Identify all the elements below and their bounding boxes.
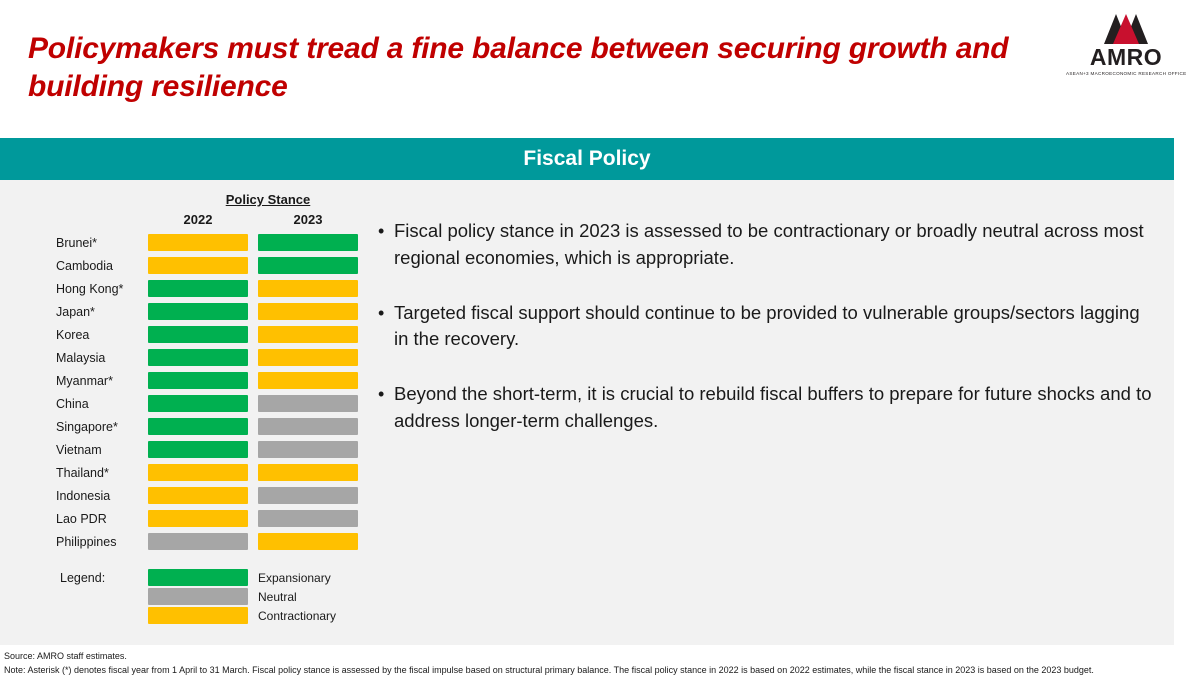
economy-label: Japan* — [56, 304, 95, 319]
table-row — [40, 462, 360, 483]
economy-label: Thailand* — [56, 465, 109, 480]
table-row — [40, 324, 360, 345]
bullet-item — [378, 381, 1158, 435]
stance-cell-2022 — [148, 487, 248, 504]
stance-cell-2023 — [258, 326, 358, 343]
economy-label: Hong Kong* — [56, 281, 124, 296]
stance-cell-2023 — [258, 510, 358, 527]
economy-label: China — [56, 396, 89, 411]
content-panel — [0, 180, 1174, 645]
legend-item — [148, 587, 336, 606]
legend-swatch-expansionary — [148, 569, 248, 586]
economy-label: Vietnam — [56, 442, 102, 457]
stance-cell-2023 — [258, 280, 358, 297]
stance-cell-2022 — [148, 280, 248, 297]
stance-cell-2023 — [258, 418, 358, 435]
page-title: Policymakers must tread a fine balance between securing growth and building resilience — [28, 32, 1009, 104]
economy-label: Lao PDR — [56, 511, 107, 526]
table-row — [40, 255, 360, 276]
stance-cell-2023 — [258, 234, 358, 251]
stance-cell-2022 — [148, 510, 248, 527]
stance-cell-2022 — [148, 303, 248, 320]
amro-logo — [1066, 14, 1186, 76]
stance-cell-2023 — [258, 372, 358, 389]
legend-label: Contractionary — [258, 608, 337, 623]
stance-cell-2022 — [148, 533, 248, 550]
stance-cell-2023 — [258, 464, 358, 481]
stance-cell-2022 — [148, 234, 248, 251]
year-header-2022: 2022 — [183, 212, 213, 227]
legend-label: Expansionary — [258, 570, 331, 585]
year-header-2023: 2023 — [293, 212, 323, 227]
legend-items — [148, 568, 336, 625]
footnote-source: Source: AMRO staff estimates. — [4, 651, 127, 661]
economy-label: Malaysia — [56, 350, 106, 365]
amro-logo-mark-icon — [1104, 14, 1148, 44]
stance-cell-2022 — [148, 441, 248, 458]
legend-swatch-neutral — [148, 588, 248, 605]
economy-label: Philippines — [56, 534, 117, 549]
stance-cell-2023 — [258, 257, 358, 274]
logo-tagline: ASEAN+3 MACROECONOMIC RESEARCH OFFICE — [1066, 71, 1187, 76]
section-band — [0, 138, 1174, 180]
table-header-title: Policy Stance — [225, 192, 311, 207]
economy-label: Singapore* — [56, 419, 118, 434]
stance-cell-2023 — [258, 441, 358, 458]
legend-label: Neutral — [258, 589, 297, 604]
bullet-item — [378, 300, 1158, 354]
footnotes — [4, 650, 1194, 676]
table-year-headers — [148, 212, 360, 227]
legend-swatch-contractionary — [148, 607, 248, 624]
legend-item — [148, 606, 336, 625]
footnote-note: Note: Asterisk (*) denotes fiscal year from 1 April to 31 March. Fiscal policy stance is assessed by the fiscal impulse based on structural primary balance. The fiscal policy stance in 2022 is based on 2022 estimates, while the fiscal stance in 2023 is based on the 2023 budget. — [4, 665, 1094, 676]
bullet-text: Fiscal policy stance in 2023 is assessed to be contractionary or broadly neutral across most regional economies, which is appropriate. — [394, 220, 1144, 268]
bullet-item — [378, 218, 1158, 272]
economy-label: Myanmar* — [56, 373, 113, 388]
table-body — [40, 232, 360, 554]
economy-label: Korea — [56, 327, 90, 342]
table-row — [40, 393, 360, 414]
bullet-text: Targeted fiscal support should continue to be provided to vulnerable groups/sectors lagging in the recovery. — [394, 301, 1140, 350]
table-row — [40, 416, 360, 437]
logo-triangle-center — [1113, 14, 1139, 44]
table-row — [40, 531, 360, 552]
stance-cell-2022 — [148, 349, 248, 366]
table-row — [40, 232, 360, 253]
table-row — [40, 370, 360, 391]
logo-wordmark: AMRO — [1089, 44, 1163, 70]
legend-title: Legend: — [60, 571, 106, 585]
stance-cell-2023 — [258, 303, 358, 320]
section-title: Fiscal Policy — [523, 147, 651, 170]
economy-label: Cambodia — [56, 258, 113, 273]
table-row — [40, 508, 360, 529]
table-row — [40, 301, 360, 322]
bullet-dot-icon: • — [378, 221, 385, 241]
stance-cell-2023 — [258, 395, 358, 412]
bullet-list — [378, 218, 1158, 463]
bullet-dot-icon: • — [378, 302, 385, 323]
table-row — [40, 439, 360, 460]
stance-cell-2023 — [258, 349, 358, 366]
stance-cell-2023 — [258, 533, 358, 550]
bullet-text: Beyond the short-term, it is crucial to rebuild fiscal buffers to prepare for future shocks and to address longer-term challenges. — [394, 383, 1152, 432]
stance-cell-2022 — [148, 326, 248, 343]
stance-cell-2023 — [258, 487, 358, 504]
stance-cell-2022 — [148, 395, 248, 412]
stance-cell-2022 — [148, 372, 248, 389]
legend-item — [148, 568, 336, 587]
table-row — [40, 278, 360, 299]
stance-cell-2022 — [148, 464, 248, 481]
stance-cell-2022 — [148, 418, 248, 435]
bullet-dot-icon: • — [378, 384, 385, 405]
table-row — [40, 347, 360, 368]
table-row — [40, 485, 360, 506]
economy-label: Indonesia — [56, 488, 111, 503]
economy-label: Brunei* — [56, 235, 97, 250]
stance-cell-2022 — [148, 257, 248, 274]
